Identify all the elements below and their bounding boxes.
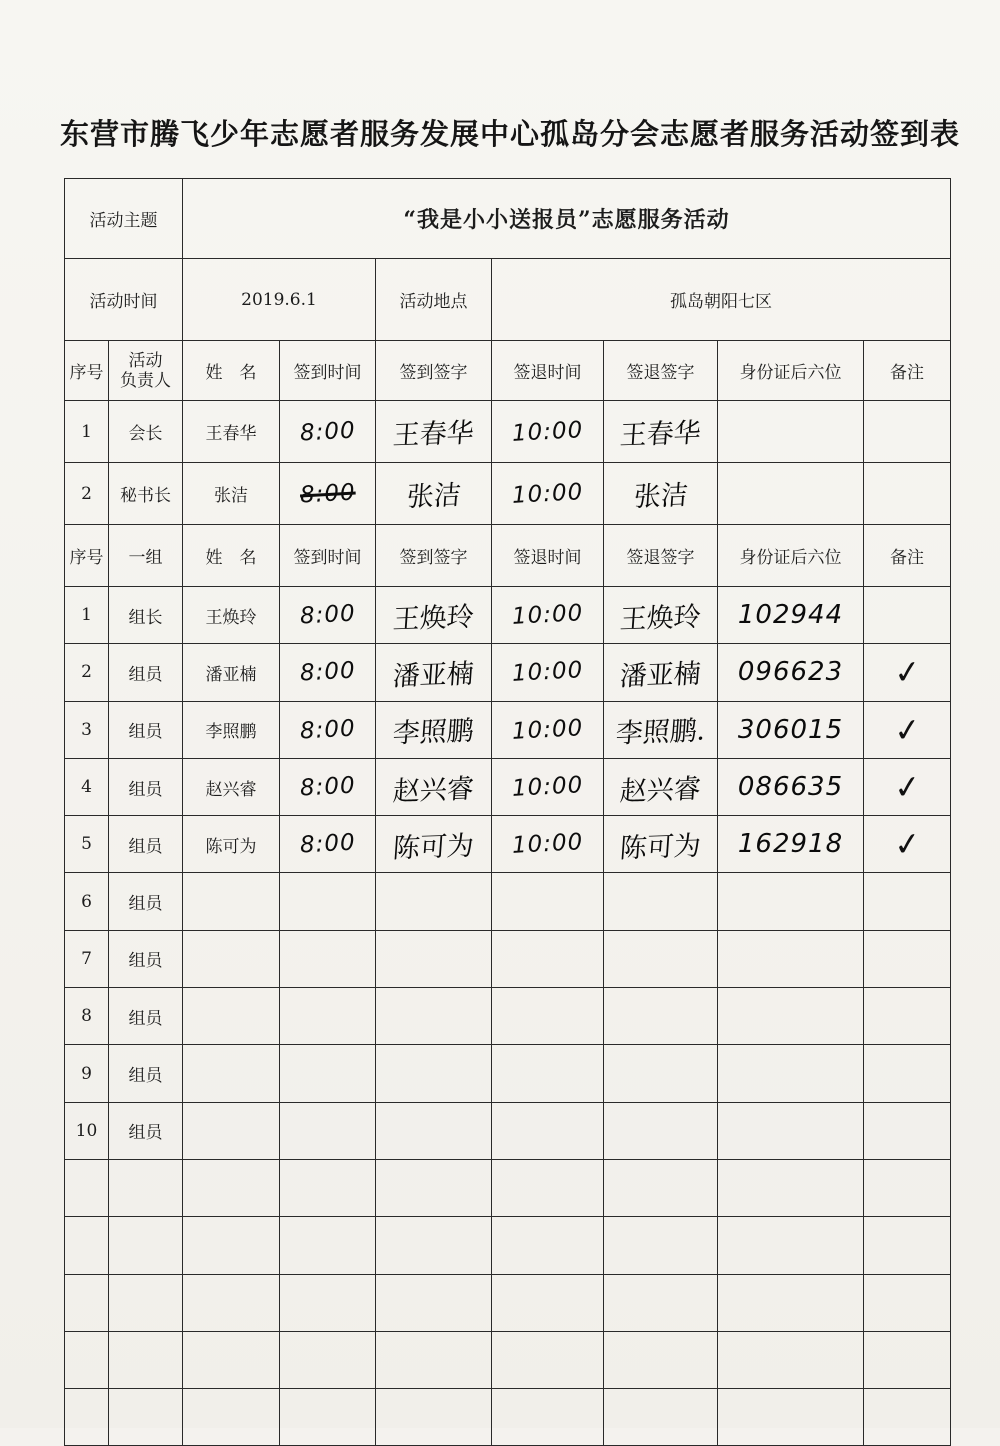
- member-checkout-sign: [604, 1159, 718, 1216]
- member-name: [183, 988, 280, 1045]
- member-role: 组员: [109, 1102, 183, 1159]
- time-value: 2019.6.1: [183, 259, 376, 341]
- member-name: [183, 1217, 280, 1274]
- member-checkin-time: [280, 701, 376, 758]
- leader-checkout-sign: [604, 401, 718, 463]
- member-checkout-time: [492, 1102, 604, 1159]
- member-checkout-time: [492, 930, 604, 987]
- leader-row: [65, 401, 951, 463]
- member-id6-text: 102944: [737, 600, 844, 631]
- member-checkout-sign-text: 王焕玲: [618, 601, 702, 636]
- member-seq: [65, 1331, 109, 1388]
- member-id6: [718, 701, 864, 758]
- member-checkin-sign: [376, 1159, 492, 1216]
- group-header-row: [65, 525, 951, 587]
- member-seq: [65, 1389, 109, 1446]
- member-note: [864, 816, 951, 873]
- member-checkin-time: [280, 1159, 376, 1216]
- member-seq: 4: [65, 758, 109, 815]
- member-checkout-time-text: 10:00: [511, 714, 584, 745]
- leader-checkin-signature: 张洁: [405, 480, 462, 513]
- member-checkin-sign-text: 赵兴睿: [391, 773, 475, 808]
- leader-role: 会长: [109, 401, 183, 463]
- member-checkin-time: [280, 1274, 376, 1331]
- member-checkin-time: [280, 587, 376, 644]
- member-row: [65, 758, 951, 815]
- member-role: 组员: [109, 1045, 183, 1102]
- leader-checkin-sign: [376, 463, 492, 525]
- member-checkout-sign: [604, 873, 718, 930]
- col-seq-header: 序号: [65, 341, 109, 401]
- member-name: 潘亚楠: [183, 644, 280, 701]
- member-checkout-sign: [604, 816, 718, 873]
- member-checkin-time: [280, 873, 376, 930]
- group-col-checkout-time-header: 签退时间: [492, 525, 604, 587]
- member-id6: [718, 1217, 864, 1274]
- member-id6-text: 162918: [737, 829, 844, 860]
- member-role: 组员: [109, 873, 183, 930]
- time-place-row: [65, 259, 951, 341]
- member-role: 组员: [109, 644, 183, 701]
- member-checkout-time-text: 10:00: [511, 829, 584, 860]
- member-checkin-time: [280, 1217, 376, 1274]
- member-id6: [718, 930, 864, 987]
- group-col-name-header: 姓 名: [183, 525, 280, 587]
- member-checkout-sign-text: 李照鹏.: [614, 715, 707, 750]
- member-row: [65, 587, 951, 644]
- member-checkin-time-text: 8:00: [299, 715, 356, 745]
- member-row: [65, 816, 951, 873]
- member-checkin-sign-text: 潘亚楠: [391, 658, 475, 693]
- member-id6: [718, 1159, 864, 1216]
- theme-value: [183, 179, 951, 259]
- member-note: [864, 1102, 951, 1159]
- member-note: [864, 930, 951, 987]
- member-role: 组员: [109, 816, 183, 873]
- leader-checkin-time: [280, 463, 376, 525]
- member-checkout-time: [492, 988, 604, 1045]
- member-checkout-time: [492, 701, 604, 758]
- member-checkout-time-text: 10:00: [511, 657, 584, 688]
- col-role-header: [109, 341, 183, 401]
- member-checkout-time: [492, 1274, 604, 1331]
- member-id6-text: 306015: [737, 714, 844, 745]
- member-role: [109, 1274, 183, 1331]
- member-checkout-sign-text: 潘亚楠: [618, 658, 702, 693]
- member-id6-text: 086635: [737, 772, 844, 803]
- leader-checkout-signature: 张洁: [632, 480, 689, 513]
- member-checkin-sign: [376, 644, 492, 701]
- member-checkout-time: [492, 1045, 604, 1102]
- group-col-group-header: 一组: [109, 525, 183, 587]
- group-col-note-header: 备注: [864, 525, 951, 587]
- member-seq: [65, 1274, 109, 1331]
- member-checkin-time: [280, 988, 376, 1045]
- member-checkout-time: [492, 1389, 604, 1446]
- member-checkout-time: [492, 873, 604, 930]
- member-name: 赵兴睿: [183, 758, 280, 815]
- member-checkout-time: [492, 587, 604, 644]
- member-name: [183, 1331, 280, 1388]
- col-checkin-sign-header: 签到签字: [376, 341, 492, 401]
- member-checkin-sign: [376, 1274, 492, 1331]
- member-checkout-sign: [604, 644, 718, 701]
- member-id6: [718, 644, 864, 701]
- leader-name: 张洁: [183, 463, 280, 525]
- leader-note: [864, 463, 951, 525]
- group-col-id6-header: 身份证后六位: [718, 525, 864, 587]
- member-note-text: ✓: [891, 824, 923, 865]
- member-checkin-sign: [376, 988, 492, 1045]
- leader-checkin-signature: 王春华: [391, 417, 475, 452]
- member-role: [109, 1217, 183, 1274]
- member-seq: 6: [65, 873, 109, 930]
- member-note: [864, 1331, 951, 1388]
- member-note: [864, 1159, 951, 1216]
- member-name: [183, 1274, 280, 1331]
- member-checkin-sign: [376, 758, 492, 815]
- member-id6: [718, 1331, 864, 1388]
- member-row: [65, 1045, 951, 1102]
- member-role: 组长: [109, 587, 183, 644]
- member-checkin-time-text: 8:00: [299, 829, 356, 859]
- member-checkout-time: [492, 1217, 604, 1274]
- member-row: [65, 701, 951, 758]
- col-note-header: 备注: [864, 341, 951, 401]
- member-name: 李照鹏: [183, 701, 280, 758]
- group-col-checkin-sign-header: 签到签字: [376, 525, 492, 587]
- leader-checkin-sign: [376, 401, 492, 463]
- member-checkin-time-text: 8:00: [299, 657, 356, 687]
- member-id6: [718, 758, 864, 815]
- member-note: [864, 1389, 951, 1446]
- member-checkin-time: [280, 930, 376, 987]
- member-row: [65, 930, 951, 987]
- member-checkout-sign: [604, 587, 718, 644]
- member-row: [65, 1274, 951, 1331]
- member-id6: [718, 873, 864, 930]
- member-name: [183, 873, 280, 930]
- member-checkin-sign: [376, 1389, 492, 1446]
- member-name: [183, 1102, 280, 1159]
- member-checkin-time: [280, 1389, 376, 1446]
- member-note: [864, 1274, 951, 1331]
- member-note-text: ✓: [891, 709, 923, 751]
- member-note: [864, 587, 951, 644]
- member-checkout-sign: [604, 988, 718, 1045]
- member-note: [864, 988, 951, 1045]
- member-checkin-time: [280, 1331, 376, 1388]
- member-checkout-time: [492, 644, 604, 701]
- member-seq: 9: [65, 1045, 109, 1102]
- member-checkout-time: [492, 1331, 604, 1388]
- member-checkout-time: [492, 1159, 604, 1216]
- leader-checkout-time-text: 10:00: [511, 478, 584, 509]
- member-row: [65, 644, 951, 701]
- member-name: [183, 1045, 280, 1102]
- member-row: [65, 988, 951, 1045]
- member-checkin-sign: [376, 587, 492, 644]
- member-checkout-sign: [604, 701, 718, 758]
- member-checkout-time-text: 10:00: [511, 772, 584, 802]
- member-seq: [65, 1159, 109, 1216]
- col-name-header: 姓 名: [183, 341, 280, 401]
- leader-checkin-time-text: 8:00: [299, 479, 356, 508]
- member-note: [864, 1217, 951, 1274]
- member-role: 组员: [109, 988, 183, 1045]
- member-id6-text: 096623: [737, 657, 844, 688]
- col-checkout-time-header: 签退时间: [492, 341, 604, 401]
- member-checkin-sign: [376, 1217, 492, 1274]
- place-value: 孤岛朝阳七区: [492, 259, 951, 341]
- leader-name: 王春华: [183, 401, 280, 463]
- member-id6: [718, 587, 864, 644]
- theme-row: [65, 179, 951, 259]
- member-id6: [718, 1045, 864, 1102]
- member-note: [864, 644, 951, 701]
- member-row: [65, 1331, 951, 1388]
- member-checkout-sign-text: 陈可为: [618, 830, 702, 865]
- member-checkin-sign-text: 陈可为: [391, 830, 475, 865]
- member-id6: [718, 1102, 864, 1159]
- member-checkin-sign: [376, 873, 492, 930]
- leader-note: [864, 401, 951, 463]
- member-seq: 3: [65, 701, 109, 758]
- member-id6: [718, 1274, 864, 1331]
- member-note: [864, 701, 951, 758]
- member-id6: [718, 988, 864, 1045]
- member-checkin-time: [280, 1102, 376, 1159]
- leader-row: [65, 463, 951, 525]
- leader-role: 秘书长: [109, 463, 183, 525]
- group-col-seq-header: 序号: [65, 525, 109, 587]
- member-seq: 2: [65, 644, 109, 701]
- member-checkout-sign: [604, 1102, 718, 1159]
- member-checkin-sign: [376, 930, 492, 987]
- time-label: 活动时间: [65, 259, 183, 341]
- member-role: 组员: [109, 930, 183, 987]
- member-id6: [718, 816, 864, 873]
- member-note-text: ✓: [891, 652, 923, 693]
- leader-checkout-time: [492, 401, 604, 463]
- member-checkin-time-text: 8:00: [299, 772, 356, 802]
- member-row: [65, 1217, 951, 1274]
- member-checkout-sign: [604, 1217, 718, 1274]
- leader-seq: 2: [65, 463, 109, 525]
- member-seq: 10: [65, 1102, 109, 1159]
- theme-label: 活动主题: [65, 179, 183, 259]
- member-checkin-sign: [376, 1045, 492, 1102]
- col-checkout-sign-header: 签退签字: [604, 341, 718, 401]
- leader-seq: 1: [65, 401, 109, 463]
- sign-in-table: [64, 178, 951, 1446]
- member-seq: [65, 1217, 109, 1274]
- member-checkin-time-text: 8:00: [299, 600, 356, 630]
- member-row: [65, 1102, 951, 1159]
- member-name: 王焕玲: [183, 587, 280, 644]
- member-checkin-time: [280, 816, 376, 873]
- member-checkin-time: [280, 644, 376, 701]
- col-role-header-line2: 负责人: [120, 370, 171, 391]
- leader-checkout-signature: 王春华: [618, 417, 702, 452]
- member-note: [864, 873, 951, 930]
- leader-checkout-sign: [604, 463, 718, 525]
- member-role: [109, 1389, 183, 1446]
- leader-checkin-time-text: 8:00: [299, 417, 356, 446]
- member-checkin-time: [280, 1045, 376, 1102]
- member-checkout-time-text: 10:00: [511, 600, 584, 630]
- member-checkin-sign: [376, 816, 492, 873]
- leader-id6: [718, 401, 864, 463]
- member-checkout-sign: [604, 1045, 718, 1102]
- member-name: [183, 1389, 280, 1446]
- member-name: [183, 1159, 280, 1216]
- member-role: [109, 1331, 183, 1388]
- member-checkin-sign: [376, 1331, 492, 1388]
- member-checkout-sign: [604, 1274, 718, 1331]
- member-note: [864, 758, 951, 815]
- member-rows: [65, 587, 951, 1446]
- group-col-checkin-time-header: 签到时间: [280, 525, 376, 587]
- member-checkin-time: [280, 758, 376, 815]
- member-checkout-sign: [604, 1331, 718, 1388]
- member-checkout-sign: [604, 1389, 718, 1446]
- member-seq: 5: [65, 816, 109, 873]
- leaders-header-row: [65, 341, 951, 401]
- member-seq: 8: [65, 988, 109, 1045]
- member-seq: 7: [65, 930, 109, 987]
- member-row: [65, 1159, 951, 1216]
- document-title: 东营市腾飞少年志愿者服务发展中心孤岛分会志愿者服务活动签到表: [60, 117, 961, 151]
- member-checkin-sign: [376, 1102, 492, 1159]
- place-label: 活动地点: [376, 259, 492, 341]
- member-id6: [718, 1389, 864, 1446]
- member-checkout-sign-text: 赵兴睿: [618, 773, 702, 808]
- member-role: [109, 1159, 183, 1216]
- leader-checkout-time-text: 10:00: [511, 416, 584, 447]
- member-checkout-sign: [604, 930, 718, 987]
- member-row: [65, 1389, 951, 1446]
- member-checkout-time: [492, 816, 604, 873]
- col-checkin-time-header: 签到时间: [280, 341, 376, 401]
- member-seq: 1: [65, 587, 109, 644]
- member-name: 陈可为: [183, 816, 280, 873]
- group-col-checkout-sign-header: 签退签字: [604, 525, 718, 587]
- col-id6-header: 身份证后六位: [718, 341, 864, 401]
- member-name: [183, 930, 280, 987]
- leader-checkout-time: [492, 463, 604, 525]
- member-checkout-time: [492, 758, 604, 815]
- leader-id6: [718, 463, 864, 525]
- theme-text: “我是小小送报员”志愿服务活动: [403, 207, 730, 233]
- member-role: 组员: [109, 701, 183, 758]
- member-note-text: ✓: [891, 766, 923, 808]
- member-checkin-sign-text: 王焕玲: [391, 601, 475, 636]
- col-role-header-line1: 活动: [128, 350, 163, 371]
- member-checkin-sign: [376, 701, 492, 758]
- member-checkin-sign-text: 李照鹏: [391, 715, 475, 750]
- member-note: [864, 1045, 951, 1102]
- member-checkout-sign: [604, 758, 718, 815]
- leader-checkin-time: [280, 401, 376, 463]
- member-row: [65, 873, 951, 930]
- member-role: 组员: [109, 758, 183, 815]
